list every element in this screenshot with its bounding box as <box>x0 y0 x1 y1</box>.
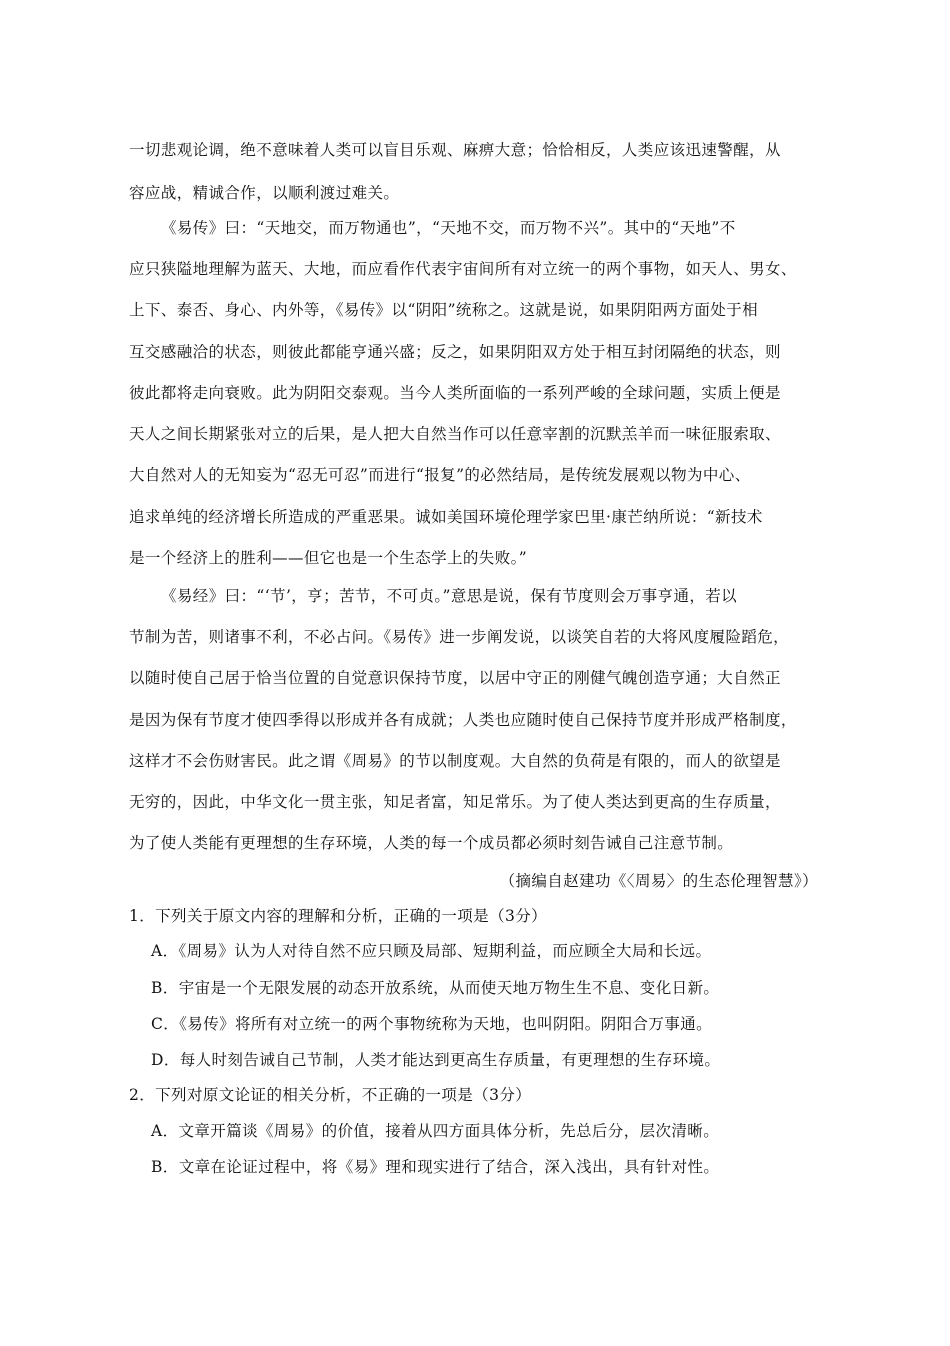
text-line: 追求单纯的经济增长所造成的严重恶果。诚如美国环境伦理学家巴里·康芒纳所说：“新技术 <box>129 508 763 526</box>
question-1-stem: 1．下列关于原文内容的理解和分析，正确的一项是（3分） <box>129 907 548 925</box>
text-line: 应只狭隘地理解为蓝天、大地，而应看作代表宇宙间所有对立统一的两个事物，如天人、男女、 <box>129 260 797 278</box>
text-line: 互交感融洽的状态，则彼此都能亨通兴盛；反之，如果阴阳双方处于相互封闭隔绝的状态，则 <box>129 343 781 361</box>
source-citation: （摘编自赵建功《〈周易〉的生态伦理智慧》） <box>499 872 818 890</box>
question-2-option-a: A．文章开篇谈《周易》的价值，接着从四方面具体分析，先总后分，层次清晰。 <box>151 1122 720 1140</box>
question-1-option-a: A．《周易》认为人对待自然不应只顾及局部、短期利益，而应顾全大局和长远。 <box>151 942 712 960</box>
question-1-option-c: C．《易传》将所有对立统一的两个事物统称为天地，也叫阴阳。阴阳合万事通。 <box>151 1015 713 1033</box>
question-2-option-b: B．文章在论证过程中，将《易》理和现实进行了结合，深入浅出，具有针对性。 <box>151 1158 720 1176</box>
question-1-option-b: B．宇宙是一个无限发展的动态开放系统，从而使天地万物生生不息、变化日新。 <box>151 979 720 997</box>
text-line: 上下、泰否、身心、内外等，《易传》以“阴阳”统称之。这就是说，如果阴阳两方面处于相 <box>129 301 759 319</box>
text-line: 这样才不会伤财害民。此之谓《周易》的节以制度观。大自然的负荷是有限的，而人的欲望是 <box>129 752 781 770</box>
text-line: 是一个经济上的胜利——但它也是一个生态学上的失败。” <box>129 549 528 567</box>
paragraph-first-line: 《易经》曰：“‘节’，亨；苦节，不可贞。”意思是说，保有节度则会万事亨通，若以 <box>161 587 738 605</box>
text-line: 一切悲观论调，绝不意味着人类可以盲目乐观、麻痹大意；恰恰相反，人类应该迅速警醒，从 <box>129 141 781 159</box>
question-1-option-d: D．每人时刻告诫自己节制，人类才能达到更高生存质量，有更理想的生存环境。 <box>151 1051 721 1069</box>
text-line: 天人之间长期紧张对立的后果，是人把大自然当作可以任意宰割的沉默羔羊而一味征服索取、 <box>129 425 781 443</box>
text-line: 彼此都将走向衰败。此为阴阳交泰观。当今人类所面临的一系列严峻的全球问题，实质上便是 <box>129 384 781 402</box>
text-line: 节制为苦，则诸事不利，不必占问。《易传》进一步阐发说，以谈笑自若的大将风度履险蹈危， <box>129 628 790 646</box>
text-line: 是因为保有节度才使四季得以形成并各有成就；人类也应随时使自己保持节度并形成严格制度， <box>129 711 797 729</box>
text-line: 为了使人类能有更理想的生存环境，人类的每一个成员都必须时刻告诫自己注意节制。 <box>129 834 734 852</box>
paragraph-first-line: 《易传》曰：“天地交，而万物通也”，“天地不交，而万物不兴”。其中的“天地”不 <box>161 219 736 237</box>
text-line: 大自然对人的无知妄为“忍无可忍”而进行“报复”的必然结局，是传统发展观以物为中心、 <box>129 466 751 484</box>
text-line: 无穷的，因此，中华文化一贯主张，知足者富，知足常乐。为了使人类达到更高的生存质量， <box>129 793 781 811</box>
text-line: 容应战，精诚合作，以顺利渡过难关。 <box>129 184 400 202</box>
text-line: 以随时使自己居于恰当位置的自觉意识保持节度，以居中守正的刚健气魄创造亨通；大自然正 <box>129 669 781 687</box>
question-2-stem: 2．下列对原文论证的相关分析，不正确的一项是（3分） <box>129 1086 532 1104</box>
